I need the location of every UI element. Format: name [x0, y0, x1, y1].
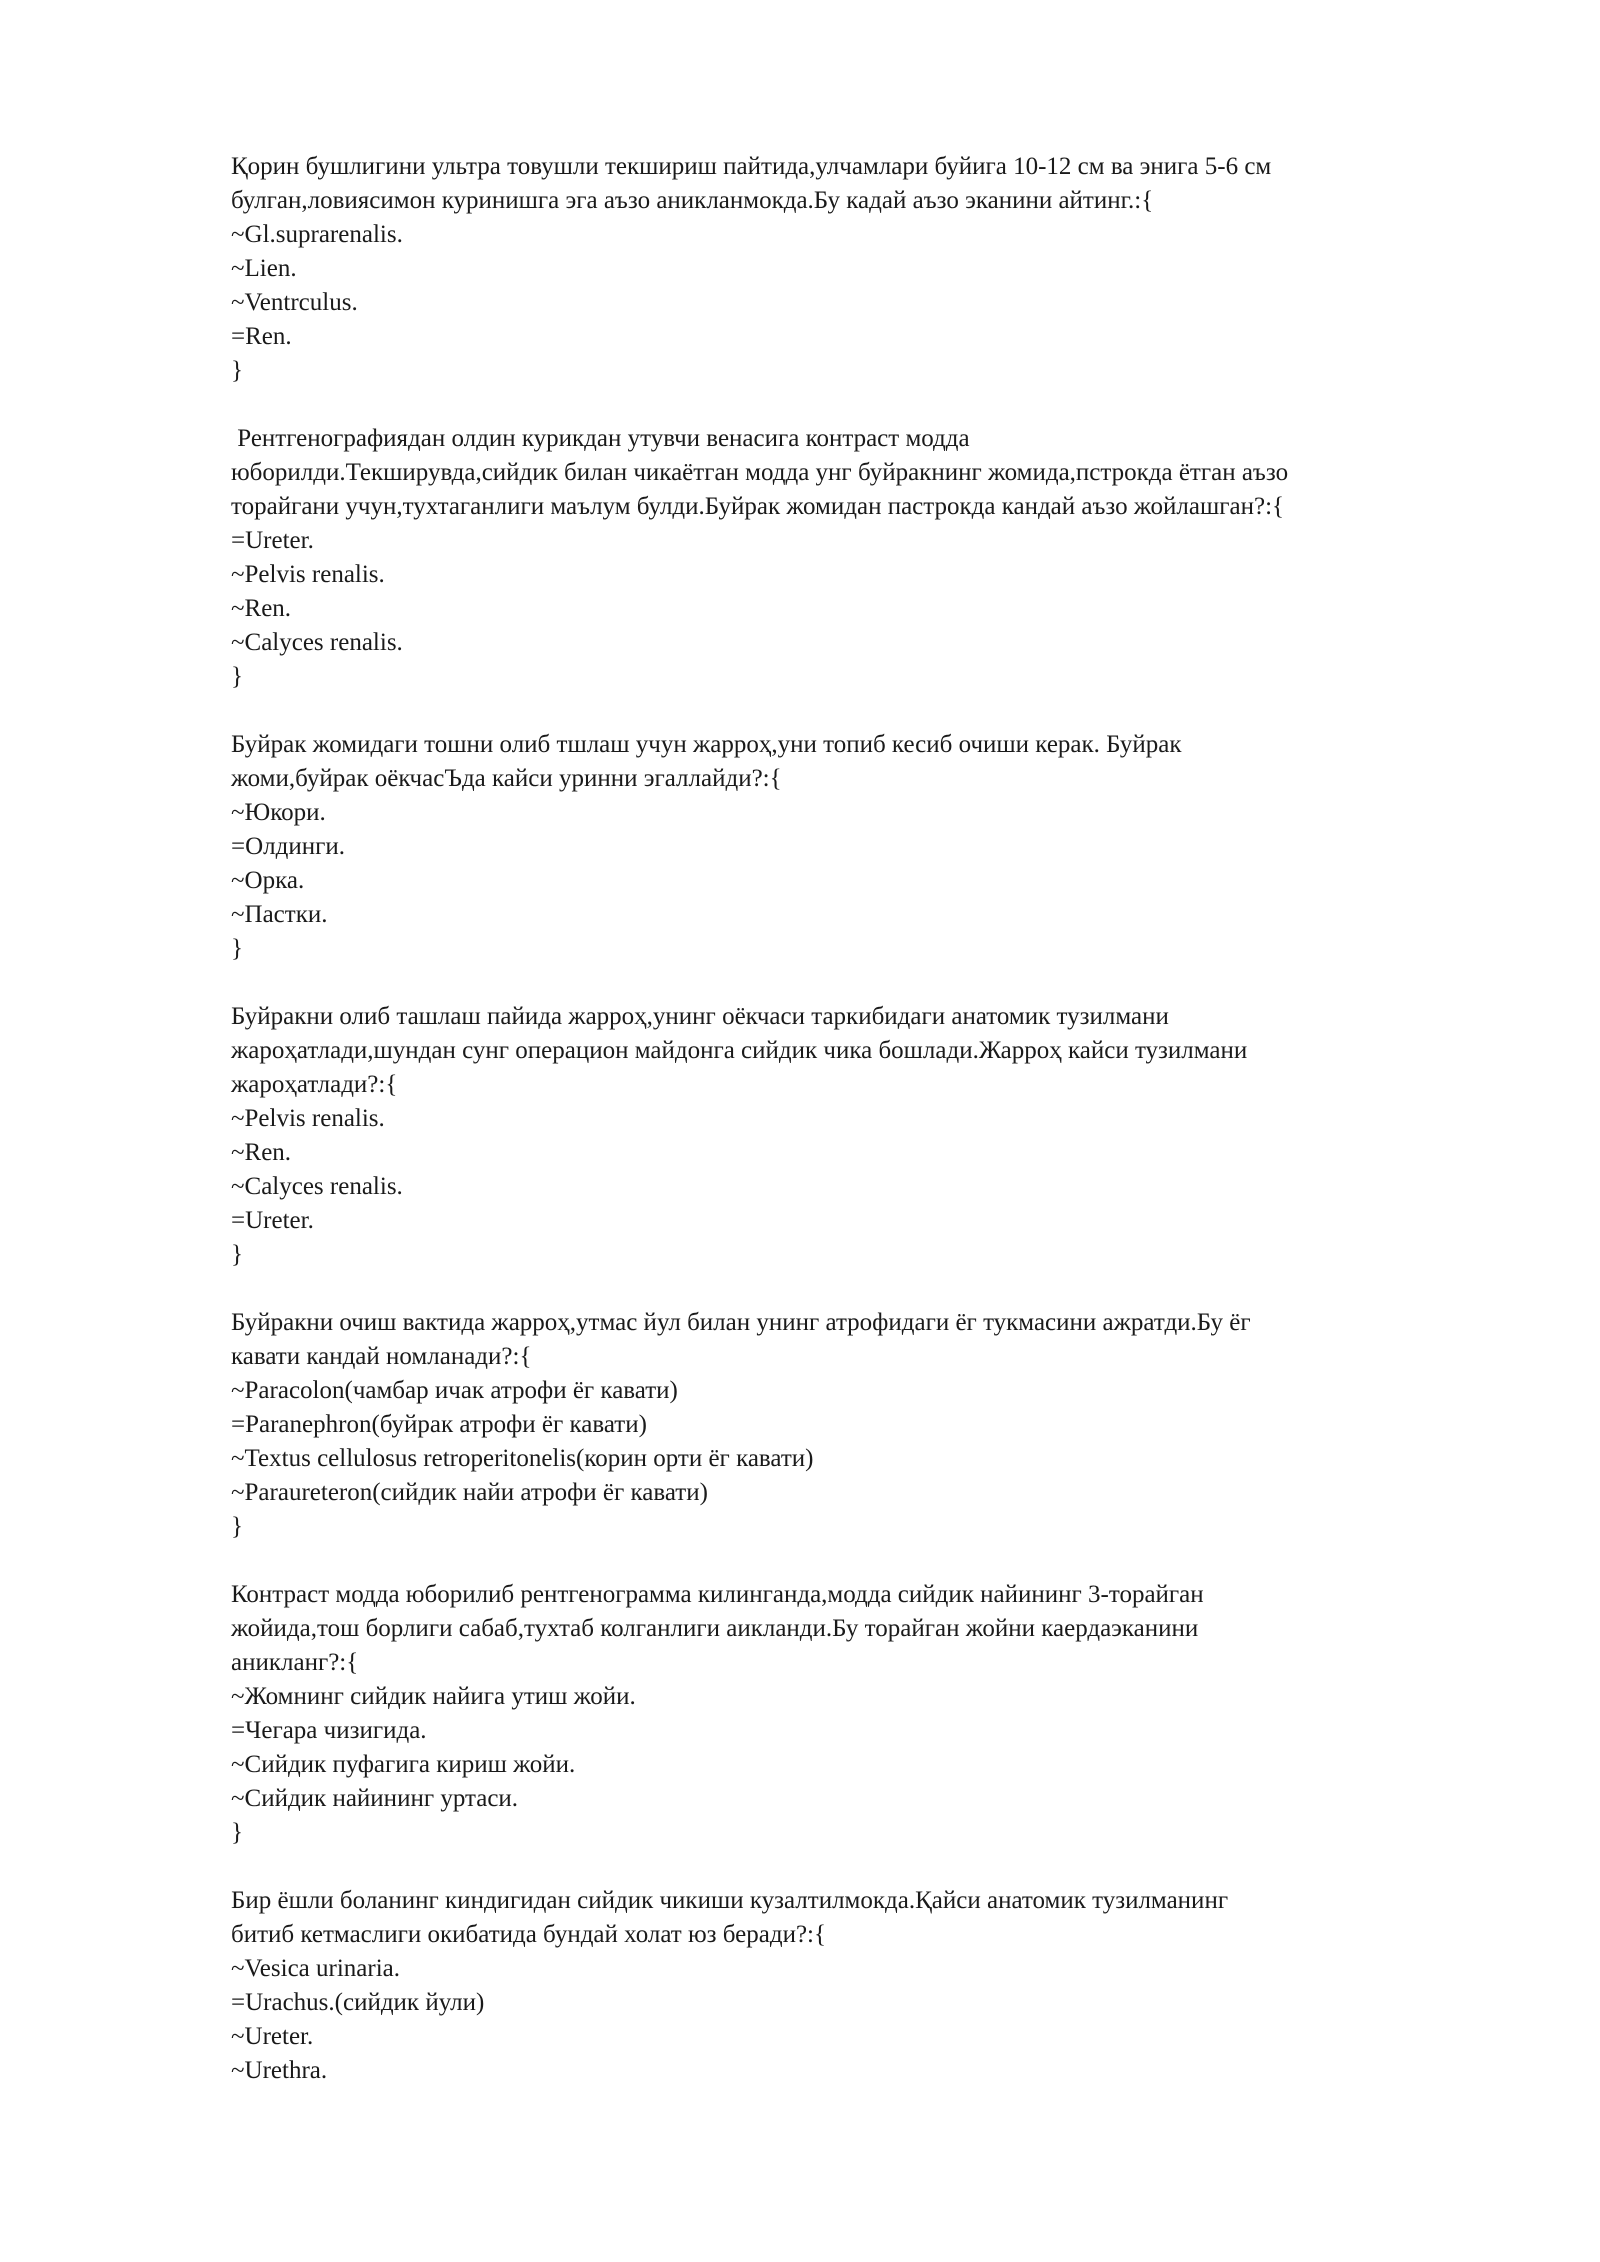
answer-option: ~Pelvis renalis. [231, 561, 385, 588]
question-text-line: жароҳатлади,шундан сунг операцион майдонга сийдик чика бошлади.Жарроҳ кайси тузилмани [231, 1037, 1248, 1064]
answer-option: ~Ventrculus. [231, 289, 358, 316]
question-text-line: торайгани учун,тухтаганлиги маълум булди.Буйрак жомидан пастрокда кандай аъзо жойлашган?:{ [231, 493, 1285, 520]
answer-option: ~Ren. [231, 1139, 292, 1166]
question-block [231, 1884, 1531, 2088]
answer-option: ~Пастки. [231, 901, 328, 928]
question-text-line: битиб кетмаслиги окибатида бундай холат юз беради?:{ [231, 1921, 826, 1948]
closing-brace: } [231, 1513, 243, 1540]
question-block [231, 150, 1531, 388]
question-text-line: Буйракни очиш вактида жарроҳ,утмас йул билан унинг атрофидаги ёг тукмасини ажратди.Бу ёг [231, 1309, 1251, 1336]
closing-brace: } [231, 357, 243, 384]
correct-answer-option: =Ureter. [231, 527, 314, 554]
closing-brace: } [231, 935, 243, 962]
answer-option: ~Paraureteron(сийдик найи атрофи ёг кавати) [231, 1479, 708, 1506]
correct-answer-option: =Ureter. [231, 1207, 314, 1234]
answer-option: ~Pelvis renalis. [231, 1105, 385, 1132]
answer-option: ~Gl.suprarenalis. [231, 221, 403, 248]
question-text-line: Қорин бушлигини ультра товушли текшириш пайтида,улчамлари буйига 10-12 см ва энига 5-6 см [231, 153, 1272, 180]
closing-brace: } [231, 663, 243, 690]
question-text-line: жароҳатлади?:{ [231, 1071, 398, 1098]
correct-answer-option: =Paranephron(буйрак атрофи ёг кавати) [231, 1411, 647, 1438]
question-block [231, 728, 1531, 966]
answer-option: ~Орка. [231, 867, 305, 894]
document-page [231, 150, 1531, 2088]
closing-brace: } [231, 1241, 243, 1268]
question-text-line: юборилди.Текширувда,сийдик билан чикаётган модда унг буйракнинг жомида,пстрокда ётган аъзо [231, 459, 1289, 486]
closing-brace: } [231, 1819, 243, 1846]
answer-option: ~Urethra. [231, 2057, 328, 2084]
correct-answer-option: =Олдинги. [231, 833, 345, 860]
question-text-line: Бир ёшли боланинг киндигидан сийдик чикиши кузалтилмокда.Қайси анатомик тузилманинг [231, 1887, 1229, 1914]
question-text-line: жоми,буйрак оёкчасЪда кайси уринни эгаллайди?:{ [231, 765, 782, 792]
answer-option: ~Textus cellulosus retroperitonelis(корин орти ёг кавати) [231, 1445, 814, 1472]
answer-option: ~Lien. [231, 255, 297, 282]
question-text-line: булган,ловиясимон куринишга эга аъзо аникланмокда.Бу кадай аъзо эканини айтинг.:{ [231, 187, 1154, 214]
correct-answer-option: =Чегара чизигида. [231, 1717, 427, 1744]
question-text-line: жойида,тош борлиги сабаб,тухтаб колганлиги аикланди.Бу торайган жойни каердаэканини [231, 1615, 1199, 1642]
answer-option: ~Сийдик пуфагига кириш жойи. [231, 1751, 576, 1778]
question-block [231, 1306, 1531, 1544]
answer-option: ~Vesica urinaria. [231, 1955, 401, 1982]
question-text-line: Рентгенографиядан олдин курикдан утувчи венасига контраст модда [231, 425, 970, 452]
question-text-line: Буйрак жомидаги тошни олиб тшлаш учун жарроҳ,уни топиб кесиб очиши керак. Буйрак [231, 731, 1182, 758]
correct-answer-option: =Urachus.(сийдик йули) [231, 1989, 485, 2016]
answer-option: ~Сийдик найининг уртаси. [231, 1785, 519, 1812]
answer-option: ~Жомнинг сийдик найига утиш жойи. [231, 1683, 636, 1710]
answer-option: ~Calyces renalis. [231, 1173, 403, 1200]
question-text-line: кавати кандай номланади?:{ [231, 1343, 532, 1370]
question-text-line: Контраст модда юборилиб рентгенограмма килинганда,модда сийдик найининг 3-торайган [231, 1581, 1204, 1608]
answer-option: ~Calyces renalis. [231, 629, 403, 656]
question-block [231, 1000, 1531, 1272]
question-block [231, 1578, 1531, 1850]
question-block [231, 422, 1531, 694]
answer-option: ~Ureter. [231, 2023, 314, 2050]
correct-answer-option: =Ren. [231, 323, 292, 350]
question-text-line: аникланг?:{ [231, 1649, 359, 1676]
answer-option: ~Paracolon(чамбар ичак атрофи ёг кавати) [231, 1377, 678, 1404]
question-text-line: Буйракни олиб ташлаш пайида жарроҳ,унинг оёкчаси таркибидаги анатомик тузилмани [231, 1003, 1169, 1030]
answer-option: ~Ren. [231, 595, 292, 622]
answer-option: ~Юкори. [231, 799, 326, 826]
